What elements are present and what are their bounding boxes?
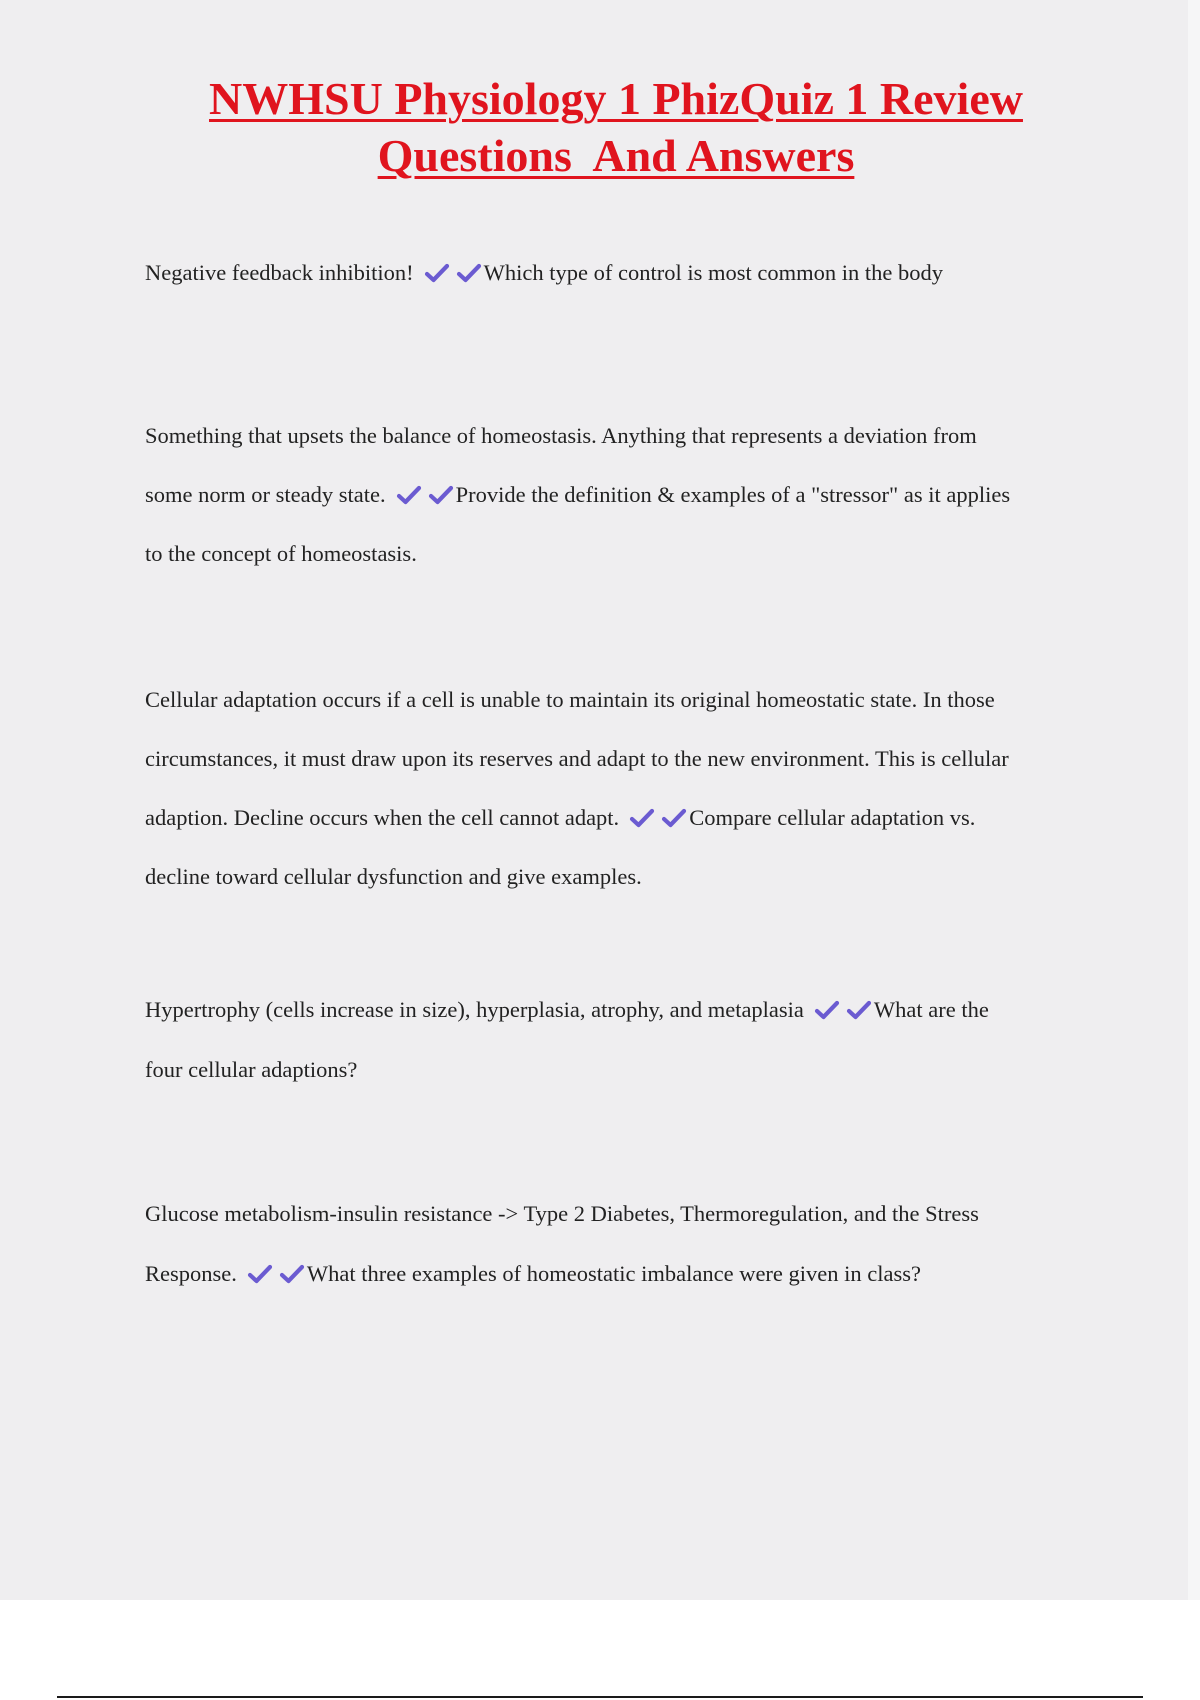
- answer-text: Negative feedback inhibition!: [145, 260, 414, 285]
- double-check: [629, 788, 687, 847]
- qa-line: [145, 670, 1075, 729]
- checkmark-icon: [396, 485, 422, 505]
- double-check: [396, 465, 454, 524]
- question-text: decline toward cellular dysfunction and give examples.: [145, 864, 642, 889]
- checkmark-icon: [814, 1000, 840, 1020]
- checkmark-icon: [428, 485, 454, 505]
- qa-line: [145, 524, 1075, 583]
- checkmark-icon: [661, 808, 687, 828]
- question-text: What are the: [873, 997, 989, 1022]
- answer-text: Hypertrophy (cells increase in size), hyperplasia, atrophy, and metaplasia: [145, 997, 804, 1022]
- double-check: [814, 980, 872, 1040]
- qa-line: [145, 729, 1075, 788]
- checkmark-icon: [424, 263, 450, 283]
- qa-item-4: [145, 980, 1075, 1100]
- checkmark-icon: [456, 263, 482, 283]
- qa-line: [145, 1040, 1075, 1100]
- answer-text: adaption. Decline occurs when the cell cannot adapt.: [145, 805, 620, 830]
- answer-text: some norm or steady state.: [145, 482, 386, 507]
- qa-item-2: [145, 406, 1075, 583]
- answer-text: Glucose metabolism-insulin resistance -> Type 2 Diabetes, Thermoregulation, and the Stress: [145, 1201, 979, 1226]
- checkmark-icon: [247, 1264, 273, 1284]
- question-text: Compare cellular adaptation vs.: [689, 805, 976, 830]
- question-text: What three examples of homeostatic imbalance were given in class?: [306, 1261, 921, 1286]
- answer-text: circumstances, it must draw upon its reserves and adapt to the new environment. This is cellular: [145, 746, 1009, 771]
- qa-item-1: [145, 258, 1075, 288]
- bottom-rule: [57, 1696, 1143, 1698]
- question-text: Which type of control is most common in the body: [483, 260, 943, 285]
- qa-line: [145, 788, 1075, 847]
- checkmark-icon: [846, 1000, 872, 1020]
- qa-line: [145, 406, 1075, 465]
- double-check: [247, 1244, 305, 1304]
- qa-line: [145, 1244, 1075, 1304]
- answer-text: Cellular adaptation occurs if a cell is unable to maintain its original homeostatic state. In those: [145, 687, 995, 712]
- qa-line: [145, 1184, 1075, 1244]
- qa-line: [145, 258, 1075, 288]
- double-check: [424, 258, 482, 288]
- answer-text: Something that upsets the balance of homeostasis. Anything that represents a deviation from: [145, 423, 977, 448]
- question-text: Provide the definition & examples of a "stressor" as it applies: [455, 482, 1011, 507]
- question-text: to the concept of homeostasis.: [145, 541, 417, 566]
- qa-line: [145, 847, 1075, 906]
- qa-line: [145, 980, 1075, 1040]
- question-text: four cellular adaptions?: [145, 1057, 358, 1082]
- qa-item-3: [145, 670, 1075, 906]
- title-line-1: NWHSU Physiology 1 PhizQuiz 1 Review: [209, 73, 1023, 124]
- answer-text: Response.: [145, 1261, 237, 1286]
- checkmark-icon: [629, 808, 655, 828]
- title-line-2: Questions And Answers: [377, 130, 855, 181]
- qa-item-5: [145, 1184, 1075, 1304]
- document-title: [100, 70, 1132, 184]
- qa-line: [145, 465, 1075, 524]
- checkmark-icon: [279, 1264, 305, 1284]
